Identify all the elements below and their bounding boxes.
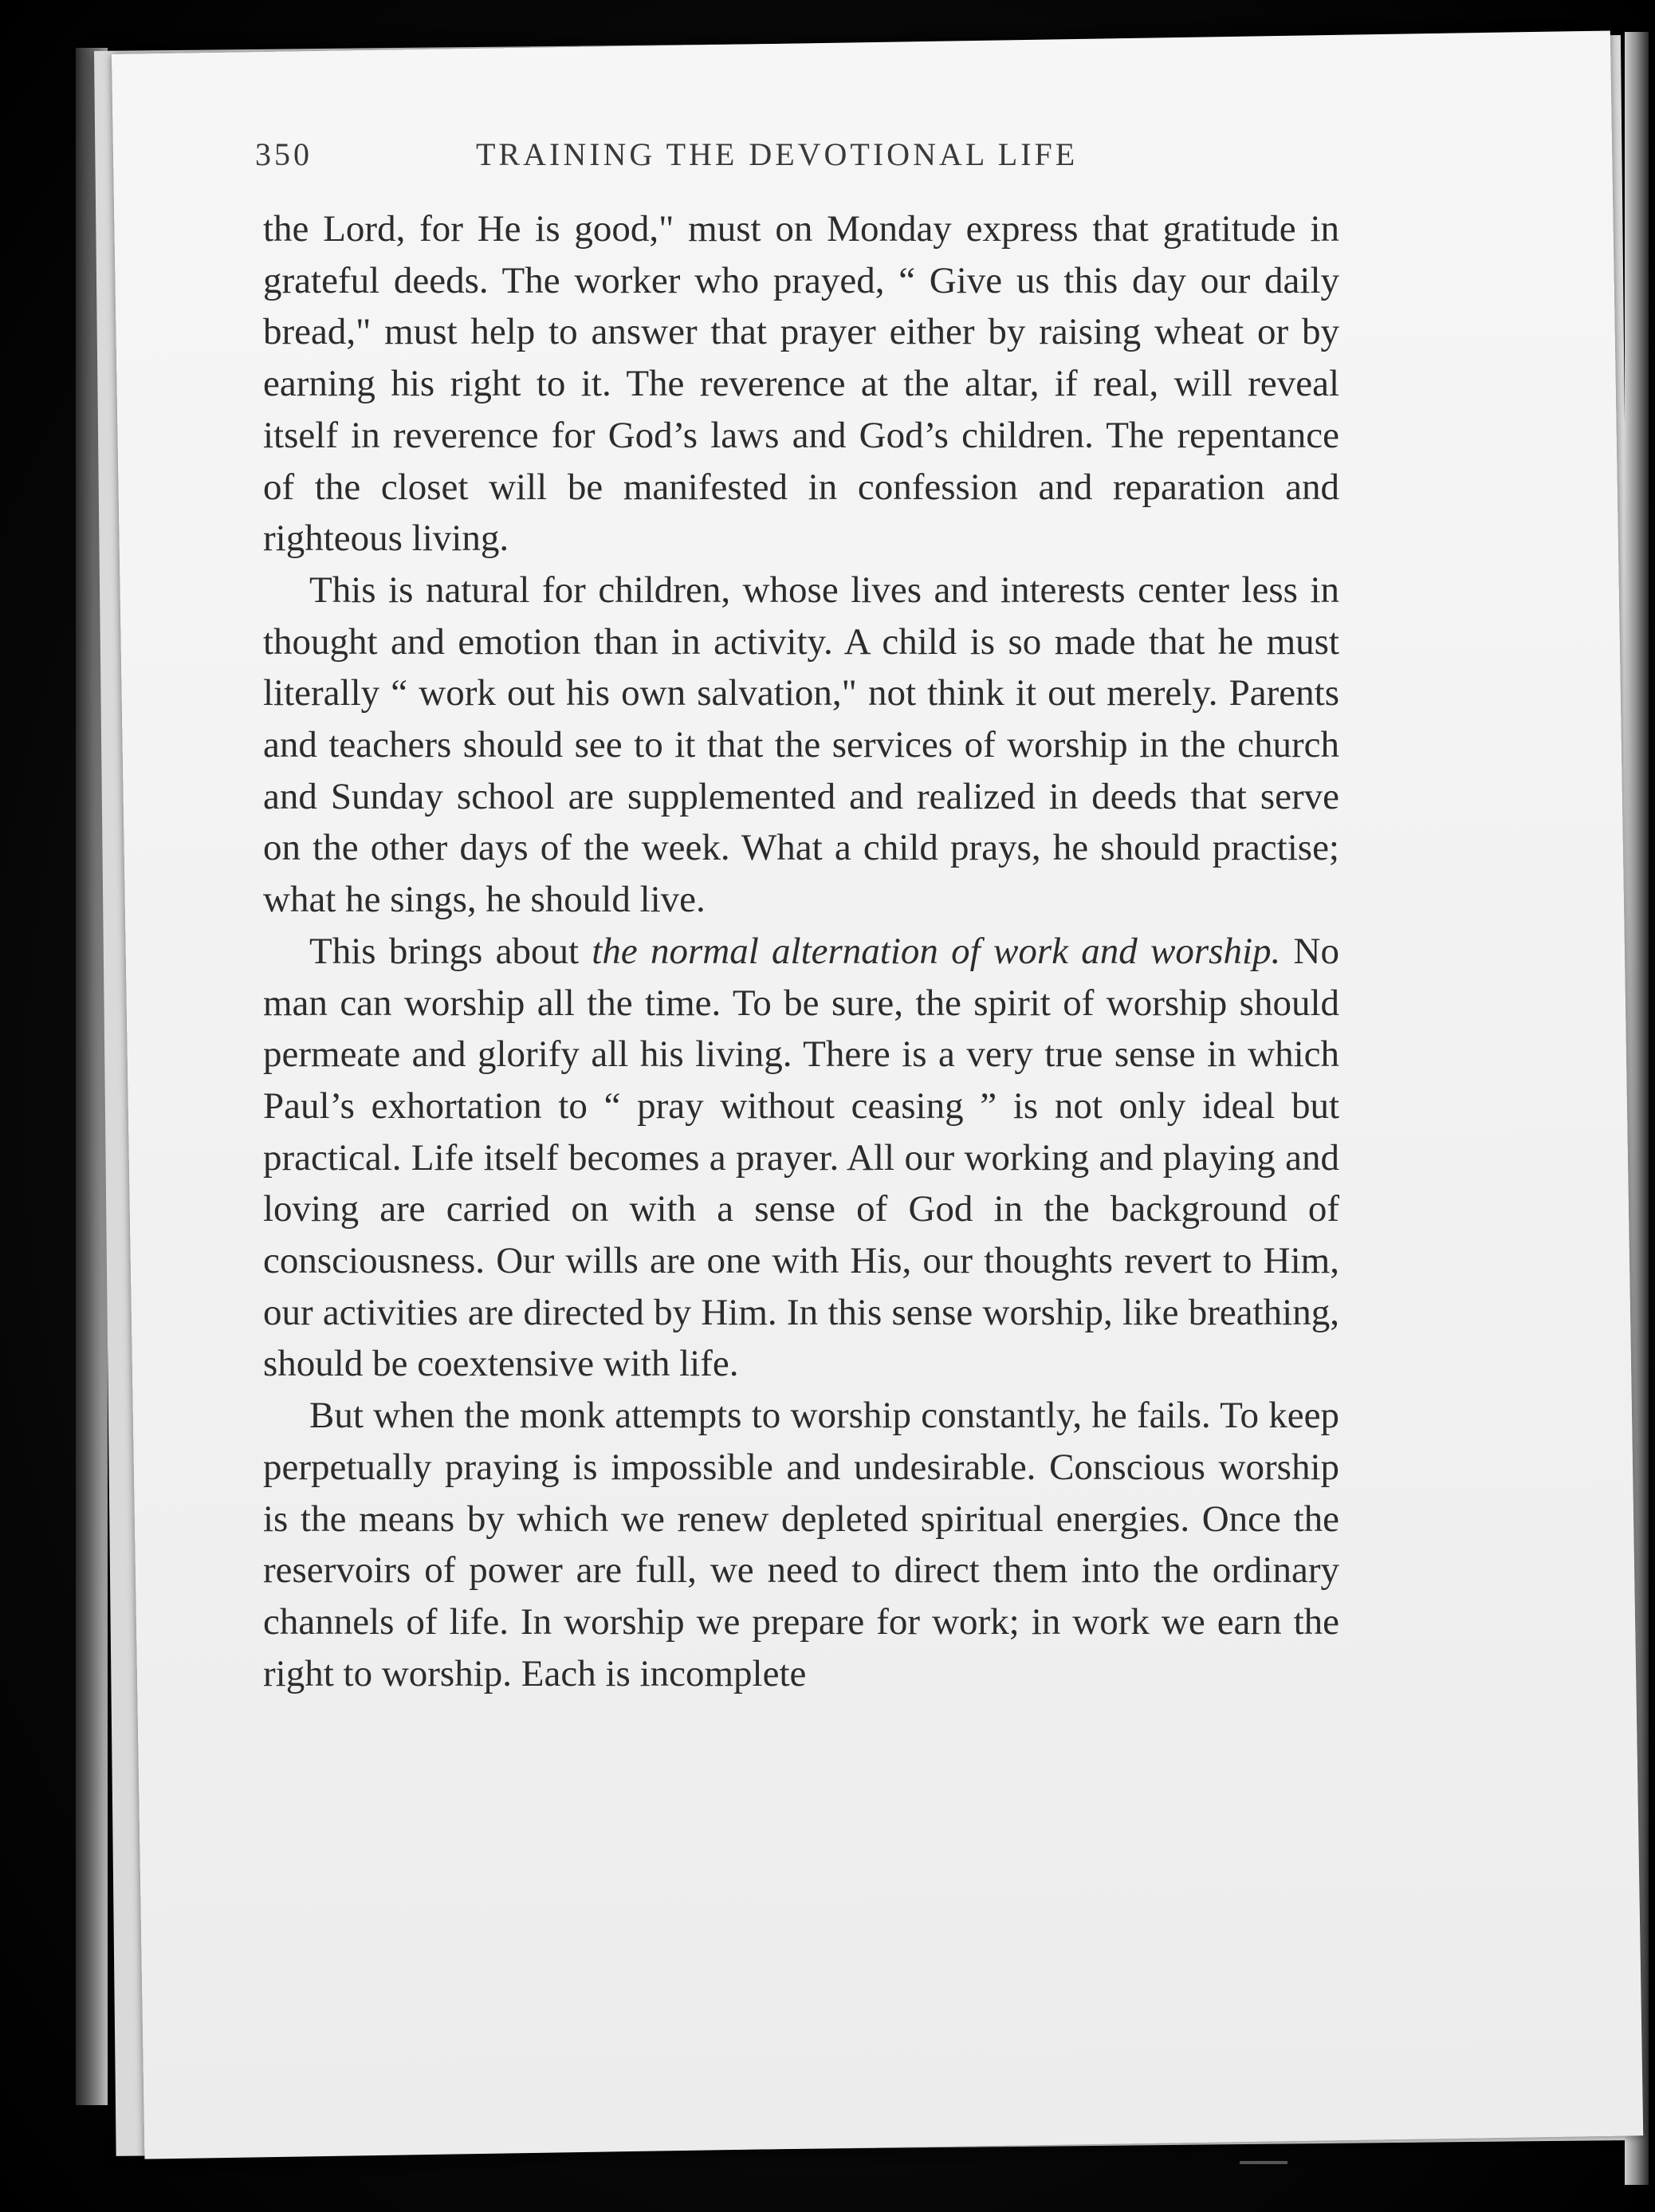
paragraph-3-lead: This brings about <box>309 930 592 972</box>
body-text <box>263 203 1339 1699</box>
paragraph-2: This is natural for children, whose lives and interests center less in thought and emotion than in activity. A child is so made that he must literally “ work out his own salvation," not think it out merely. Parents and teachers should see to it that the services of worship in the church and Sunday school are supplemented and realized in deeds that serve on the other days of the week. What a child prays, he should practise; what he sings, he should live. <box>263 569 1339 921</box>
paragraph-3 <box>263 926 1339 1390</box>
paragraph-3-emphasis: the normal alternation of work and worship. <box>592 930 1281 972</box>
paragraph-3-rest: No man can worship all the time. To be sure, the spirit of worship should permeate and glorify all his living. There is a very true sense in which Paul’s exhortation to “ pray without ceasing ” is not only ideal but practical. Life itself becomes a prayer. All our working and playing and loving are carried on with a sense of God in the background of consciousness. Our wills are one with His, our thoughts revert to Him, our activities are directed by Him. In this sense worship, like breathing, should be coextensive with life. <box>263 930 1339 1385</box>
scan-mark <box>1240 2161 1287 2164</box>
running-head <box>255 136 1435 183</box>
running-head-title: TRAINING THE DEVOTIONAL LIFE <box>476 136 1079 172</box>
paragraph-4: But when the monk attempts to worship constantly, he fails. To keep perpetually praying is impossible and undesirable. Conscious worship is the means by which we renew depleted spiritual energies. Once the reservoirs of power are full, we need to direct them into the ordinary channels of life. In worship we prepare for work; in work we earn the right to worship. Each is incomplete <box>263 1395 1339 1694</box>
page-number: 350 <box>255 136 313 172</box>
paragraph-1: the Lord, for He is good," must on Monday express that gratitude in grateful deeds. The worker who prayed, “ Give us this day our daily bread," must help to answer that prayer either by raising wheat or by earning his right to it. The reverence at the altar, if real, will reveal itself in reverence for God’s laws and God’s children. The repentance of the closet will be manifested in confession and reparation and righteous living. <box>263 208 1339 560</box>
